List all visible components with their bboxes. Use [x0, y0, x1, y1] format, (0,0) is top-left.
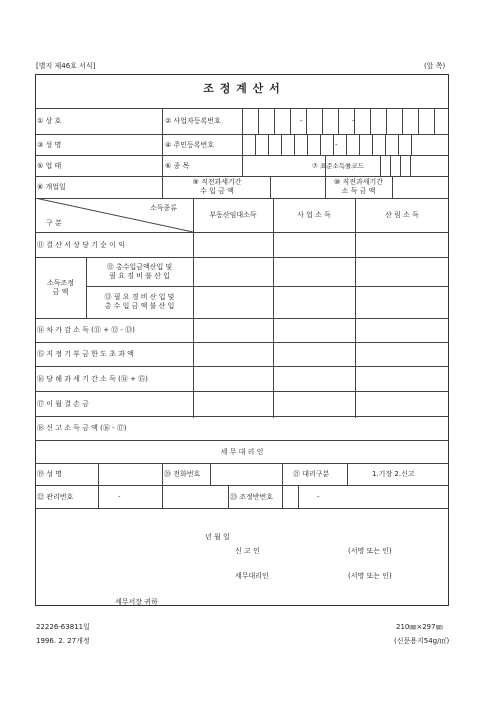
standard-income-code-label: ⑦ 표준소득률코드 — [312, 162, 364, 170]
adjust-deduct-label-2: 총 수 입 금 액 불 산 입 — [104, 302, 175, 310]
form-title: 조 정 계 산 서 — [203, 82, 281, 95]
col-rental-income: 부동산임대소득 — [209, 211, 257, 219]
agent-type-label: ㉑ 대리구분 — [293, 470, 330, 478]
business-name-label: ① 상 호 — [37, 117, 62, 125]
adjust-add-label-1: ⑫ 총수입금액산입 및 — [106, 262, 173, 271]
paper-type: (신문용지54g/㎡) — [394, 637, 450, 645]
adjust-deduct-label-1: ⑬ 필 요 경 비 산 입 및 — [104, 293, 175, 301]
prev-revenue-label-1: ⑨ 직전과세기간 — [192, 178, 242, 186]
form-number: [별지 제46호 서식] — [36, 62, 96, 70]
col-forest-income: 산 림 소 득 — [385, 211, 419, 219]
management-no-label: ㉒ 관리번호 — [37, 492, 74, 501]
row-reported-income: ⑱ 신 고 소 득 금 액 (⑯ - ⑰) — [37, 424, 127, 432]
agent-name-label: ⑲ 성 명 — [37, 470, 62, 478]
name-label: ③ 성 명 — [37, 140, 62, 149]
form-code: 22226-63811일 — [36, 623, 90, 631]
revision-date: 1996. 2. 27개정 — [36, 637, 90, 645]
adjustment-team-no-dash: - — [317, 492, 320, 501]
prev-income-label-1: ⑩ 직전과세기간 — [333, 178, 384, 186]
resident-no-label: ④ 주민등록번호 — [165, 140, 215, 149]
resident-no-dash: - — [335, 140, 338, 149]
agent-signature: (서명 또는 인) — [348, 572, 392, 580]
row-donation-excess: ⑮ 지 정 기 부 금 한 도 초 과 액 — [37, 350, 134, 358]
management-no-dash: - — [118, 492, 121, 501]
adjust-group-label-2: 금 액 — [52, 287, 69, 296]
tax-agent-title: 세 무 대 리 인 — [220, 447, 264, 456]
adjust-add-label-2: 필 요 경 비 불 산 입 — [109, 271, 170, 280]
prev-revenue-label-2: 수 입 금 액 — [200, 187, 234, 195]
filer-label: 신 고 인 — [235, 547, 260, 555]
row-taxable-income: ⑯ 당 해 과 세 기 간 소 득 (⑭ + ⑮) — [37, 374, 148, 383]
col-business-income: 사 업 소 득 — [297, 211, 331, 219]
addressee: 세무서장 귀하 — [115, 598, 158, 606]
filer-signature: (서명 또는 인) — [348, 547, 392, 555]
prev-income-label-2: 소 득 금 액 — [341, 187, 376, 195]
business-item-label: ⑥ 종 목 — [165, 161, 190, 170]
reg-no-dash-1: - — [300, 117, 303, 125]
income-type-header: 소득종류 — [150, 204, 178, 212]
row-net-income: ⑪ 결 산 서 상 당 기 순 이 익 — [37, 240, 125, 249]
row-adjusted-income: ⑭ 차 가 감 소 득 (⑪ + ⑫ - ⑬) — [37, 326, 135, 334]
business-type-label: ⑤ 업 태 — [37, 161, 62, 170]
business-reg-no-label: ② 사업자등록번호 — [165, 117, 221, 125]
page-side-label: (앞 쪽) — [424, 62, 446, 70]
agent-sign-label: 세무대리인 — [235, 572, 269, 580]
adjust-group-label-1: 소득조정 — [46, 278, 75, 287]
opening-date-label: ⑧ 개업일 — [37, 183, 66, 191]
paper-size: 210㎜×297㎜ — [396, 623, 443, 631]
row-carried-loss: ⑰ 이 월 결 손 금 — [37, 399, 89, 408]
category-header: 구 분 — [46, 219, 62, 227]
date-line: 년 월 일 — [205, 533, 230, 541]
reg-no-dash-2: - — [352, 117, 355, 125]
agent-type-options: 1.기장 2.신고 — [372, 470, 415, 478]
adjustment-team-no-label: ㉓ 조정반번호 — [230, 492, 274, 501]
agent-phone-label: ⑳ 전화번호 — [164, 470, 201, 478]
